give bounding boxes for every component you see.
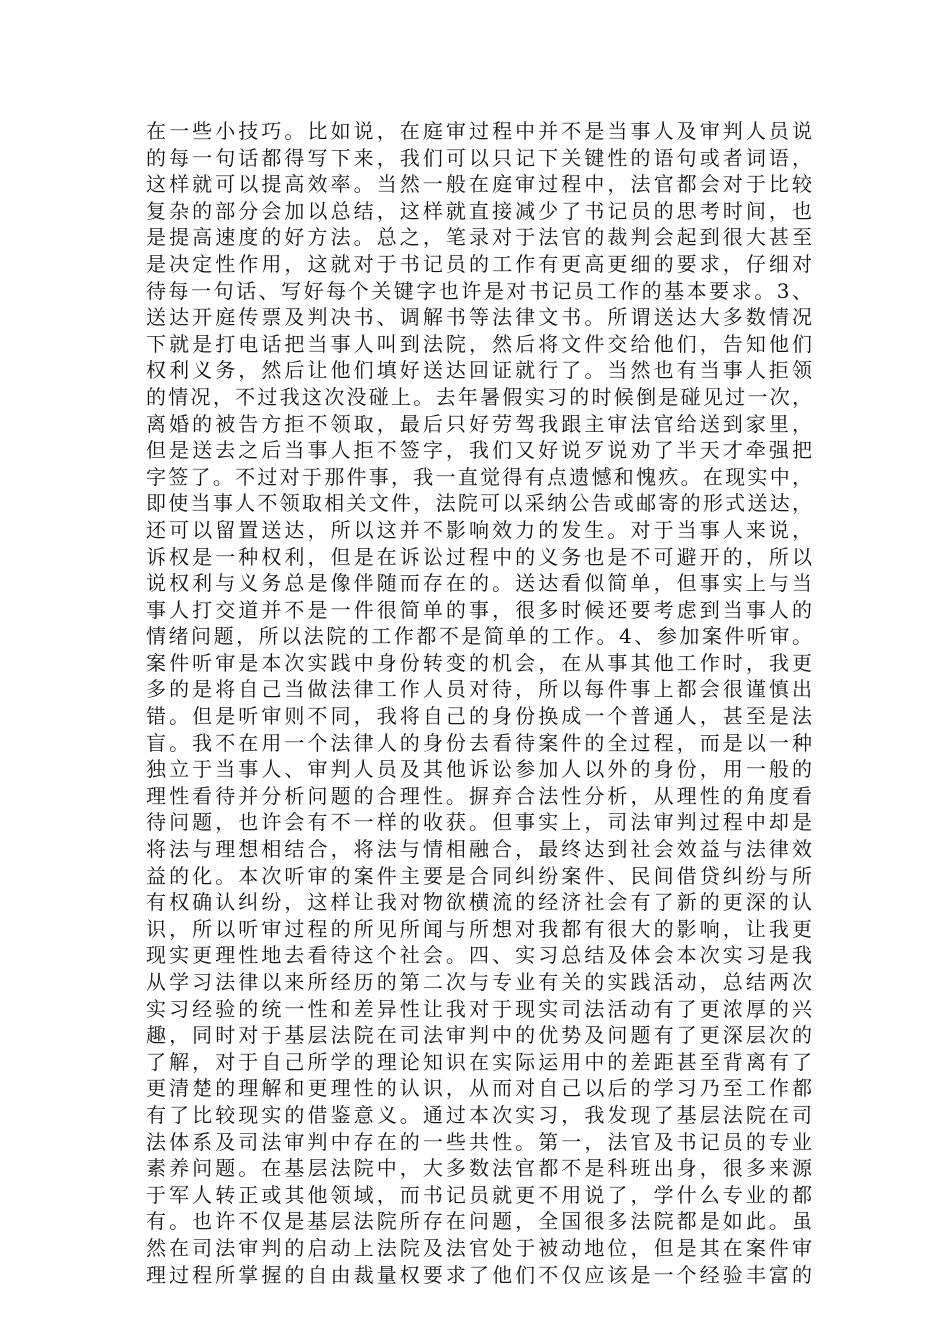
text-line: 诉权是一种权利，但是在诉讼过程中的义务也是不可避开的，所以 [146, 544, 812, 569]
text-line: 送达开庭传票及判决书、调解书等法律文书。所谓送达大多数情况 [146, 305, 812, 330]
text-line: 但是送去之后当事人拒不签字，我们又好说歹说劝了半天才牵强把 [146, 438, 812, 463]
text-line: 字签了。不过对于那件事，我一直觉得有点遗憾和愧疚。在现实中， [146, 464, 812, 489]
text-line: 离婚的被告方拒不领取，最后只好劳驾我跟主审法官给送到家里， [146, 411, 812, 436]
text-line: 情绪问题，所以法院的工作都不是简单的工作。4、参加案件听审。 [146, 624, 812, 649]
text-line: 即使当事人不领取相关文件，法院可以采纳公告或邮寄的形式送达， [146, 491, 812, 516]
text-line: 盲。我不在用一个法律人的身份去看待案件的全过程，而是以一种 [146, 730, 812, 755]
text-line: 实习经验的统一性和差异性让我对于现实司法活动有了更浓厚的兴 [146, 996, 812, 1021]
text-line: 有权确认纠纷，这样让我对物欲横流的经济社会有了新的更深的认 [146, 890, 812, 915]
text-line: 复杂的部分会加以总结，这样就直接减少了书记员的思考时间，也 [146, 198, 812, 223]
text-line: 在一些小技巧。比如说，在庭审过程中并不是当事人及审判人员说 [146, 119, 812, 143]
text-line: 从学习法律以来所经历的第二次与专业有关的实践活动，总结两次 [146, 970, 812, 994]
text-line: 待问题，也许会有不一样的收获。但事实上，司法审判过程中却是 [146, 810, 812, 835]
text-line: 素养问题。在基层法院中，大多数法官都不是科班出身，很多来源 [146, 1156, 812, 1181]
text-line: 待每一句话、写好每个关键字也许是对书记员工作的基本要求。3、 [146, 278, 812, 303]
text-line: 下就是打电话把当事人叫到法院，然后将文件交给他们，告知他们 [146, 331, 812, 356]
text-line: 趣，同时对于基层法院在司法审判中的优势及问题有了更深层次的 [146, 1023, 812, 1048]
text-line: 了解，对于自己所学的理论知识在实际运用中的差距甚至背离有了 [146, 1049, 812, 1074]
text-line: 的每一句话都得写下来，我们可以只记下关键性的语句或者词语， [146, 145, 812, 170]
text-line: 于军人转正或其他领域，而书记员就更不用说了，学什么专业的都 [146, 1182, 812, 1207]
text-line: 有。也许不仅是基层法院所存在问题，全国很多法院都是如此。虽 [146, 1209, 812, 1234]
text-line: 错。但是听审则不同，我将自己的身份换成一个普通人，甚至是法 [146, 704, 812, 729]
text-line: 识，所以听审过程的所见所闻与所想对我都有很大的影响，让我更 [146, 916, 812, 941]
text-line: 更清楚的理解和更理性的认识，从而对自己以后的学习乃至工作都 [146, 1076, 812, 1101]
body-text [146, 118, 812, 1288]
text-line: 法体系及司法审判中存在的一些共性。第一，法官及书记员的专业 [146, 1129, 812, 1154]
text-line: 现实更理性地去看待这个社会。四、实习总结及体会本次实习是我 [146, 943, 812, 968]
text-line: 将法与理想相结合，将法与情相融合，最终达到社会效益与法律效 [146, 837, 812, 862]
text-line: 还可以留置送达，所以这并不影响效力的发生。对于当事人来说， [146, 517, 812, 542]
text-line: 事人打交道并不是一件很简单的事，很多时候还要考虑到当事人的 [146, 597, 812, 622]
text-line: 说权利与义务总是像伴随而存在的。送达看似简单，但事实上与当 [146, 571, 812, 596]
text-line: 益的化。本次听审的案件主要是合同纠纷案件、民间借贷纠纷与所 [146, 863, 812, 888]
text-line: 是提高速度的好方法。总之，笔录对于法官的裁判会起到很大甚至 [146, 225, 812, 250]
text-line: 权利义务，然后让他们填好送达回证就行了。当然也有当事人拒领 [146, 358, 812, 383]
text-line: 然在司法审判的启动上法院及法官处于被动地位，但是其在案件审 [146, 1235, 812, 1260]
text-line: 有了比较现实的借鉴意义。通过本次实习，我发现了基层法院在司 [146, 1102, 812, 1127]
text-line: 案件听审是本次实践中身份转变的机会，在从事其他工作时，我更 [146, 650, 812, 675]
text-line: 多的是将自己当做法律工作人员对待，所以每件事上都会很谨慎出 [146, 677, 812, 702]
text-line: 理性看待并分析问题的合理性。摒弃合法性分析，从理性的角度看 [146, 783, 812, 808]
text-line: 这样就可以提高效率。当然一般在庭审过程中，法官都会对于比较 [146, 172, 812, 197]
text-line: 独立于当事人、审判人员及其他诉讼参加人以外的身份，用一般的 [146, 757, 812, 782]
text-line: 是决定性作用，这就对于书记员的工作有更高更细的要求，仔细对 [146, 251, 812, 276]
text-line: 理过程所掌握的自由裁量权要求了他们不仅应该是一个经验丰富的 [146, 1262, 812, 1287]
text-line: 的情况，不过我这次没碰上。去年暑假实习的时候倒是碰见过一次， [146, 384, 812, 409]
